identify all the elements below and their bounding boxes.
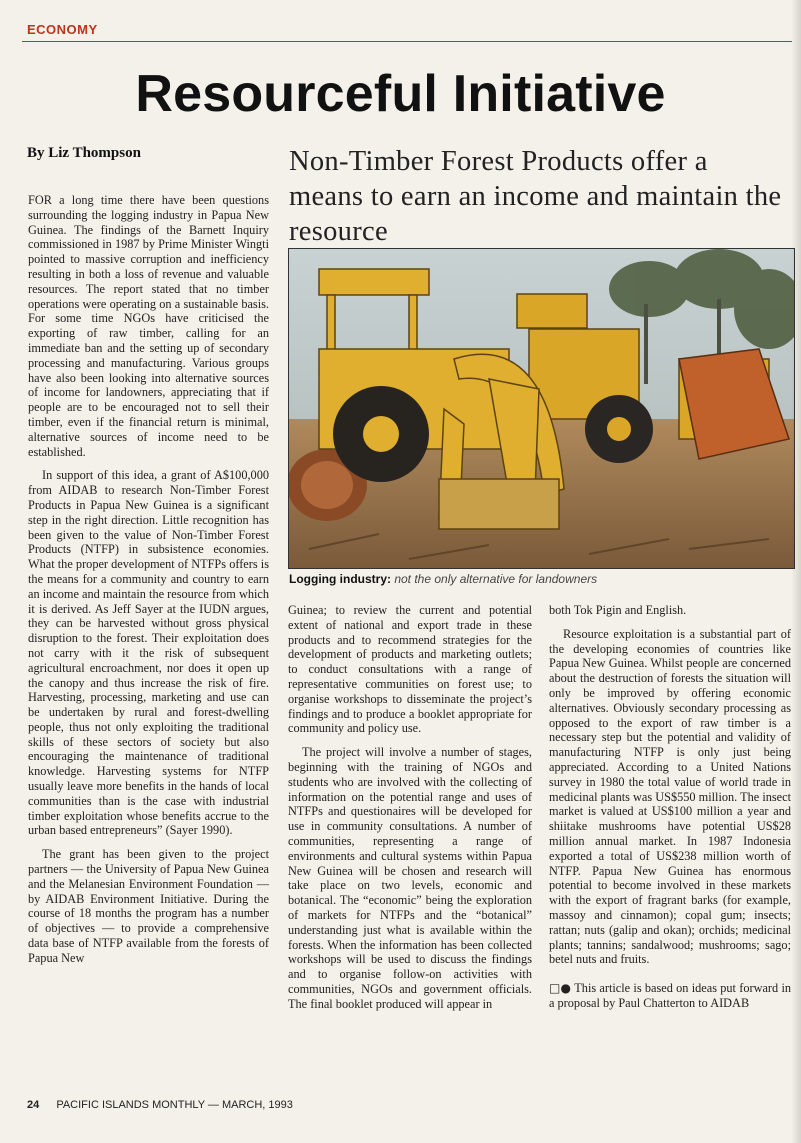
byline: By Liz Thompson	[27, 145, 141, 161]
paragraph: FOR a long time there have been questions surrounding the logging industry in Papua New Guinea. The findings of the Barnett Inquiry commissioned in 1987 by Prime Minister Wingti pointed to massive corruption and inefficiency resulting in both a loss of revenue and valuable resources. The report stated that no timber operations were operating on a sustainable basis. For some time NGOs have criticised the exporting of raw timber, calling for an immediate ban and the setting up of secondary processing and manufacturing. Various groups have also been looking into alternative sources of income for landowners, appreciating that if people are to be encouraged not to sell their timber, even if the financial return is minimal, alternative sources of income need to be established.	[28, 193, 269, 459]
page-edge-shadow	[791, 0, 801, 1143]
section-label: ECONOMY	[27, 22, 98, 37]
logging-photo	[288, 248, 795, 569]
paragraph: Guinea; to review the current and potential extent of national and export trade in these products and to recommend strategies for the development of products and marketing outlets; to conduct consultations with a range of representative communities on forest use; to organise workshops to disseminate the project’s findings and to produce a booklet appropriate for community and policy use.	[288, 603, 532, 736]
author-note	[549, 981, 791, 1011]
caption-text: not the only alternative for landowners	[394, 572, 598, 586]
deck-subtitle: Non-Timber Forest Products offer a means to earn an income and maintain the resource	[289, 146, 782, 247]
article-column-2	[288, 603, 532, 1021]
section-rule	[22, 41, 792, 42]
end-mark-icon: □●	[549, 981, 572, 996]
note-text: This article is based on ideas put forward in a proposal by Paul Chatterton to AIDAB	[549, 981, 792, 1010]
photo-caption	[289, 572, 794, 586]
paragraph: Resource exploitation is a substantial part of the developing economies of countries like Papua New Guinea. Whilst people are concerned about the destruction of forests the situation will only be improved by offering economic alternatives. Obviously secondary processing as opposed to the export of raw timber is a necessary step but the potential and validity of manufacturing NTFP is only just being appreciated. According to a United Nations survey in 1980 the total value of world trade in medicinal plants was US$550 million. The insect market is valued at US$100 million a year and shiitake mushrooms have potential US$28 million annual market. In 1987 Indonesia exported a total of US$238 million worth of NTFP. Papua New Guinea has enormous potential to become involved in these markets with the export of fragrant barks (for example, massoy and cinnamon); copal gum; insects; rattan; nuts (galip and okan); orchids; medicinal plants; tannins; sandalwood; mushrooms; sago; betel nuts and fruits.	[549, 626, 791, 967]
article-column-1	[28, 193, 269, 975]
article-column-3	[549, 603, 791, 1020]
paragraph: The grant has been given to the project partners — the University of Papua New Guinea and the Melanesian Environment Foundation — by AIDAB Environment Initiative. During the course of 18 months the program has a number of objectives — to provide a comprehensive data base of NTFP available from the forests of Papua New	[28, 847, 269, 965]
headline: Resourceful Initiative	[135, 65, 666, 123]
publication-line: PACIFIC ISLANDS MONTHLY — MARCH, 1993	[56, 1099, 293, 1111]
paragraph: In support of this idea, a grant of A$100,000 from AIDAB to research Non-Timber Forest Products in Papua New Guinea is a significant step in the right direction. Little recognition has been given to the value of Non-Timber Forest Products (NTFP) in subsistence economies. What the proper development of NTFPs offers is the means for a community and country to earn an income and maintain the resource from which it is derived. As Jeff Sayer at the IUDN argues, they can be harvested without gross physical disruption to the forest. Their exploitation does not carry with it the risk of subsequent agricultural encroachment, nor does it open up the canopy and thus increase the risk of fire. Harvesting, processing, marketing and use can be undertaken by rural and forest-dwelling people, thus not only exploiting the traditional skills of these sectors of society but also encouraging the maintenance of traditional knowledge. Harvesting systems for NTFP usually leave more benefits in the hands of local communities than is the case with industrial timber exploitation whose benefits accrue to the urban based entrepreneurs” (Sayer 1990).	[28, 468, 269, 838]
caption-label: Logging industry:	[289, 572, 391, 586]
page-footer	[27, 1099, 293, 1111]
paragraph: both Tok Pigin and English.	[549, 603, 687, 617]
page-number: 24	[27, 1099, 40, 1111]
paragraph: The project will involve a number of stages, beginning with the training of NGOs and students who are involved with the collecting of information on the potential range and uses of NTFPs and questionaires will be developed for use in community consultations. A number of communities, representing a range of environments and cultural systems within Papua New Guinea will be chosen and research will take place on two levels, economic and botanical. The “economic” being the exploration of markets for NTFPs and the “botanical” understanding just what is available within the forests. When the information has been collected workshops will be used to discuss the findings and to organise follow-on activities with communities, NGOs and government officials. The final booklet produced will appear in	[288, 745, 532, 1011]
